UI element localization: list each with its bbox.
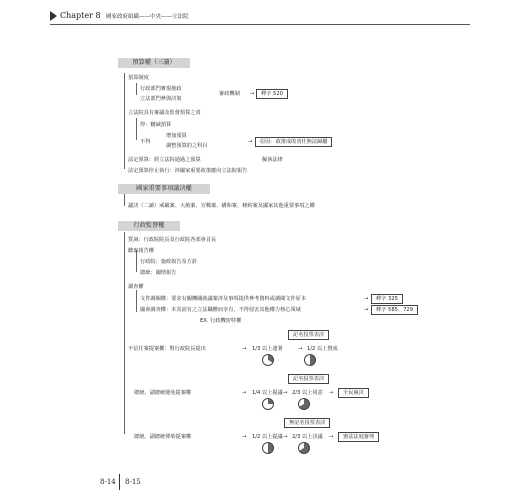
arrow-icon: → [250,91,255,97]
no-confidence: 不信任案提案權：對行政院長提出 [128,346,206,352]
major-branch-line [124,194,125,206]
hearing-right: 聽取報告權 [128,248,154,254]
pie-one-half-icon [304,354,316,366]
pie-two-thirds-icon [298,398,310,410]
adjust-budget: 調整預算的之科目 [166,143,208,149]
arrow-icon: → [298,346,303,352]
recall-proposal: 總統、副總統罷免提案權 [134,390,192,396]
investigation-right: 調查權 [128,284,144,290]
impeach-resolve: 2/3 以上決議 [292,434,323,440]
ref-520: 釋字 520 [256,89,288,99]
arrow-icon: → [329,390,334,396]
pie-one-half-icon [262,442,274,454]
hearing-president: 總統：國情報告 [140,270,177,276]
referendum-box: 全民複決 [338,388,369,398]
pie-one-third-icon [262,354,274,366]
nc-approve: 1/2 以上贊成 [307,346,338,352]
major-text: 議決（二讀）戒嚴案、大赦案、宣戰案、媾和案、條約案及國家其他重要事項之權 [128,203,315,209]
execution-law: 擬執法律 [262,157,283,163]
nc-cosign: 1/3 以上連署 [252,346,283,352]
budget-sub-line [136,83,137,95]
stop-execution: 法定預算停止執行：涉國家重要政策應向立法院報告 [128,168,248,174]
unnamed-vote-label: 無記名投票表決 [284,418,330,428]
named-vote-label-2: 記名投票表決 [288,374,329,384]
legis-participate: 立法部門參與決策 [140,96,182,102]
arrow-icon: → [242,434,247,440]
review-sub-line [136,118,137,140]
oversight-branch-line [124,232,125,434]
page-number-right: 8-15 [125,478,141,486]
arrow-icon: → [283,434,288,440]
impeach-proposal: 總統、副總統彈劾提案權 [134,434,192,440]
named-vote-label: 記名投票表決 [288,330,329,340]
oversight-title: 行政監督權 [118,221,180,231]
arrow-icon: → [329,434,334,440]
arrow-icon: → [248,139,253,145]
recall-agree: 2/3 以上同意 [292,390,323,396]
document-access: 文件調閱權：要求有關機關就議案涉及事項提供參考資料或調閱文件原本 [140,296,307,302]
arrow-icon: → [283,390,288,396]
chapter-label: Chapter 8 [60,11,101,20]
statutory-budget: 法定預算：經立法院通過之預算 [128,157,201,163]
court-box: 憲法法庭審理 [338,432,379,442]
budget-branch-line [124,73,125,169]
ref-325: 釋字 325 [371,294,403,304]
chapter-marker-icon [50,11,57,21]
investigate-sub-line [136,290,137,312]
arrow-icon: → [242,390,247,396]
budget-title: 預算權（三讀） [118,58,190,68]
page-number-left: 8-14 [100,478,116,486]
interpellation: 質詢：行政院院長及行政院各部會首長 [128,237,217,243]
audit-mechanism: 審政機制 [219,91,240,97]
impeach-propose: 1/2 以上提議 [252,434,283,440]
hearing-exec: 行政院：施政報告及方針 [140,259,198,265]
header-rule [50,24,470,25]
major-title: 國家重要事項議決權 [118,184,210,194]
page-divider [119,474,120,490]
arrow-icon: → [364,307,369,313]
recall-propose: 1/4 以上提議 [252,390,283,396]
ref-585-729: 釋字 585、729 [371,305,418,315]
arrow-icon: → [242,346,247,352]
budget-system: 預算制度 [128,75,149,81]
legis-review: 立法院具有審議及監督預算之責 [128,110,201,116]
budget-cut: 得：刪減預算 [140,122,172,128]
increase-budget: 增加預算 [166,133,187,139]
pie-two-thirds-icon [298,442,310,454]
congress-investigation: 國會調查權：本其固有之立法職權而享有，不得侵害其他權力核心領域 [140,307,301,313]
chapter-title: 國家政府組織——中央——立法院 [106,14,189,20]
reason-box: 原因：政策成敗責任無法歸屬 [255,137,332,147]
example-privilege: EX. 行政機密特權 [200,318,242,324]
not-allowed-label: 不得 [140,139,151,145]
arrow-icon: → [364,296,369,302]
pie-one-quarter-icon [262,398,274,410]
exec-draft: 行政部門實現施政 [140,86,182,92]
